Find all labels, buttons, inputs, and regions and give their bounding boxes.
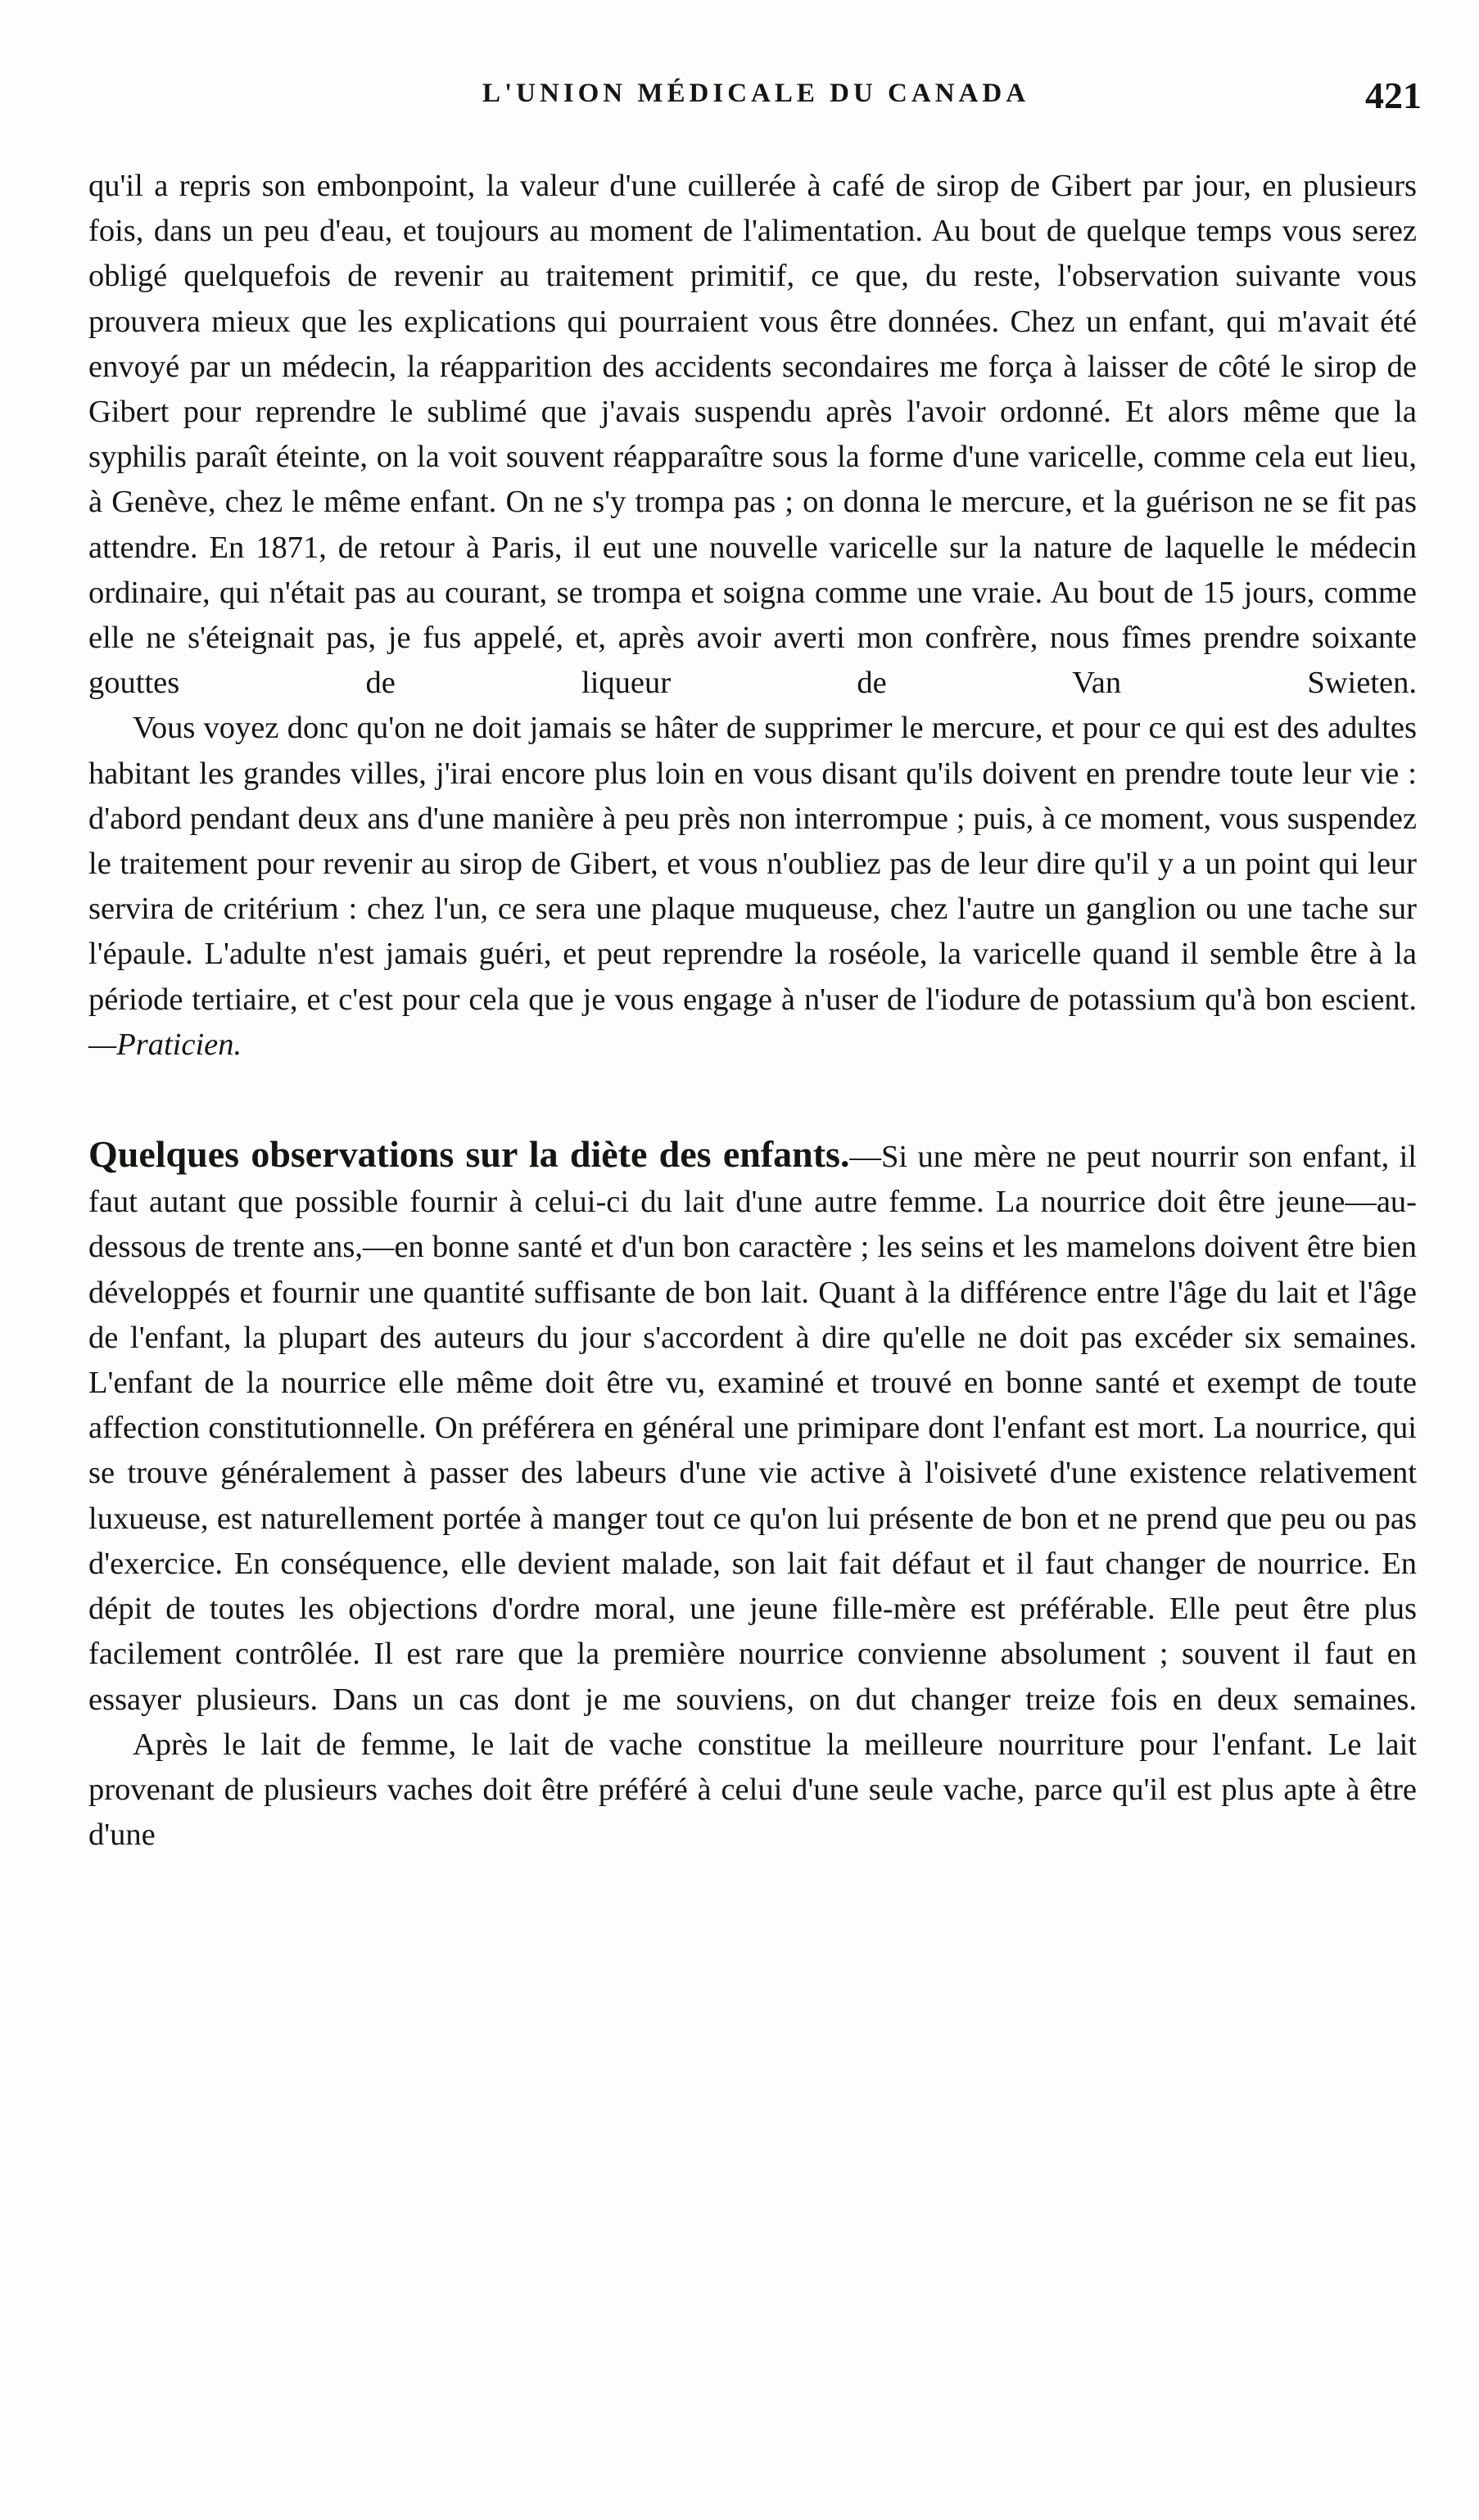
- section-title: Quelques observations sur la diète des enfants.: [88, 1133, 850, 1176]
- article1-paragraph2-text: Vous voyez donc qu'on ne doit jamais se hâter de supprimer le mercure, et pour ce qui est des adultes habitant les grandes villes, j'irai encore plus loin en vous disant qu'ils doivent en prendre toute leur vie : d'abord pendant deux ans d'une manière à peu près non interrompue ; puis, à ce moment, vous suspendez le traitement pour revenir au sirop de Gibert, et vous n'oubliez pas de leur dire qu'il y a un point qui leur servira de critérium : chez l'un, ce sera une plaque muqueuse, chez l'autre un ganglion ou une tache sur l'épaule. L'adulte n'est jamais guéri, et peut reprendre la roséole, la varicelle quand il semble être à la période tertiaire, et c'est pour cela que je vous engage à n'user de l'iodure de potassium qu'à bon escient.: [88, 711, 1417, 1017]
- article1-paragraph2: [88, 706, 1417, 1068]
- running-header: [90, 75, 1422, 128]
- journal-title: L'UNION MÉDICALE DU CANADA: [482, 79, 1030, 108]
- article2-lead-text: —Si une mère ne peut nourrir son enfant, il faut autant que possible fournir à celui-ci du lait d'une autre femme. La nourrice doit être jeune—au-dessous de trente ans,—en bonne santé et d'un bon caractère ; les seins et les mamelons doivent être bien développés et fournir une quantité suffisante de bon lait. Quant à la différence entre l'âge du lait et l'âge de l'enfant, la plupart des auteurs du jour s'accordent à dire qu'elle ne doit pas excéder six semaines. L'enfant de la nourrice elle même doit être vu, examiné et trouvé en bonne santé et exempt de toute affection constitutionnelle. On préférera en général une primipare dont l'enfant est mort. La nourrice, qui se trouve généralement à passer des labeurs d'une vie active à l'oisiveté d'une existence relativement luxueuse, est naturellement portée à manger tout ce qu'on lui présente de bon et ne prend que peu ou pas d'exercice. En conséquence, elle devient malade, son lait fait défaut et il faut changer de nourrice. En dépit de toutes les objections d'ordre moral, une jeune fille-mère est préférable. Elle peut être plus facilement contrôlée. Il est rare que la première nourrice convienne absolument ; souvent il faut en essayer plusieurs. Dans un cas dont je me souviens, on dut changer treize fois en deux semaines.: [88, 1140, 1417, 1717]
- article2-paragraph2: Après le lait de femme, le lait de vache constitue la meilleure nourriture pour l'enfant. Le lait provenant de plusieurs vaches doit être préféré à celui d'une seule vache, parce qu'il est plus apte à être d'une: [88, 1727, 1417, 1853]
- page-number: 421: [1365, 75, 1422, 116]
- article2-lead-paragraph: [88, 1131, 1417, 1723]
- body-text: [88, 164, 1417, 1858]
- article1-paragraph1: qu'il a repris son embonpoint, la valeur d'une cuillerée à café de sirop de Gibert par jour, en plusieurs fois, dans un peu d'eau, et toujours au moment de l'alimentation. Au bout de quelque temps vous serez obligé quelquefois de revenir au traitement primitif, ce que, du reste, l'observation suivante vous prouvera mieux que les explications qui pourraient vous être données. Chez un enfant, qui m'avait été envoyé par un médecin, la réapparition des accidents secondaires me força à laisser de côté le sirop de Gibert pour reprendre le sublimé que j'avais suspendu après l'avoir ordonné. Et alors même que la syphilis paraît éteinte, on la voit souvent réapparaître sous la forme d'une varicelle, comme cela eut lieu, à Genève, chez le même enfant. On ne s'y trompa pas ; on donna le mercure, et la guérison ne se fit pas attendre. En 1871, de retour à Paris, il eut une nouvelle varicelle sur la nature de laquelle le médecin ordinaire, qui n'était pas au courant, se trompa et soigna comme une vraie. Au bout de 15 jours, comme elle ne s'éteignait pas, je fus appelé, et, après avoir averti mon confrère, nous fîmes prendre soixante gouttes de liqueur de Van Swieten.: [88, 169, 1417, 701]
- article-source: —Praticien.: [88, 1027, 242, 1062]
